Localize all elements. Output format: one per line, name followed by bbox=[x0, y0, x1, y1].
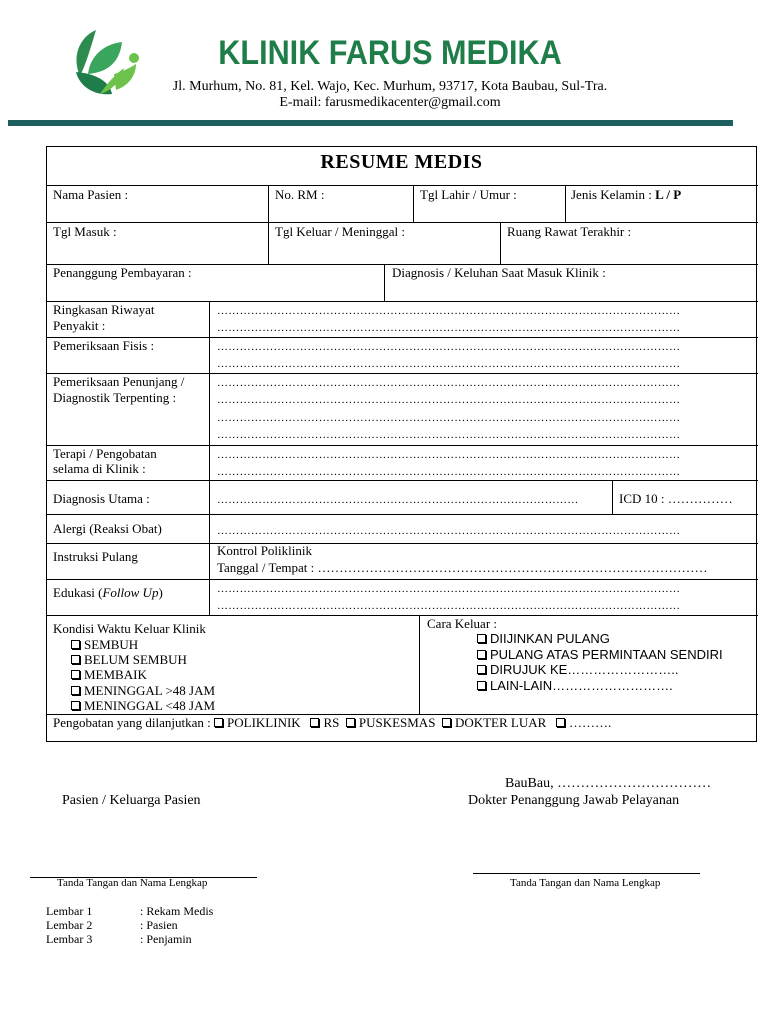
divider bbox=[47, 543, 758, 544]
ruang-rawat-label: Ruang Rawat Terakhir : bbox=[507, 224, 632, 239]
doctor-signature-caption: Tanda Tangan dan Nama Lengkap bbox=[510, 877, 661, 889]
checkbox-icon[interactable] bbox=[477, 634, 486, 643]
jenis-kelamin-label: Jenis Kelamin : L / P bbox=[571, 187, 682, 202]
pemeriksaan-fisis-dots: …………………………………………………………………………………………………………… bbox=[217, 341, 681, 353]
cara-keluar-option[interactable]: LAIN-LAIN………………………. bbox=[477, 678, 673, 693]
penunjang-label-1: Pemeriksaan Penunjang / bbox=[53, 374, 185, 389]
divider bbox=[47, 480, 758, 481]
nama-pasien-label: Nama Pasien : bbox=[53, 187, 129, 202]
kondisi-option[interactable]: MENINGGAL >48 JAM bbox=[71, 683, 215, 698]
lanjutan-option[interactable]: POLIKLINIK bbox=[214, 715, 301, 730]
patient-signature-title: Pasien / Keluarga Pasien bbox=[62, 793, 201, 808]
place-date: BauBau, …………………………… bbox=[505, 776, 712, 791]
divider bbox=[268, 222, 269, 264]
tgl-keluar-label: Tgl Keluar / Meninggal : bbox=[275, 224, 405, 239]
alergi-dots: …………………………………………………………………………………………………………… bbox=[217, 525, 681, 537]
divider bbox=[500, 222, 501, 264]
terapi-label-2: selama di Klinik : bbox=[53, 461, 146, 476]
divider bbox=[209, 301, 210, 615]
divider bbox=[384, 264, 385, 301]
penunjang-dots: …………………………………………………………………………………………………………… bbox=[217, 412, 681, 424]
penunjang-dots: …………………………………………………………………………………………………………… bbox=[217, 429, 681, 441]
pengobatan-lanjutan-row bbox=[53, 715, 611, 730]
tgl-masuk-label: Tgl Masuk : bbox=[53, 224, 117, 239]
doctor-signature-line bbox=[473, 873, 700, 874]
tgl-lahir-label: Tgl Lahir / Umur : bbox=[420, 187, 517, 202]
header-divider bbox=[8, 120, 733, 126]
divider bbox=[47, 615, 758, 616]
ringkasan-dots: …………………………………………………………………………………………………………… bbox=[217, 305, 681, 317]
cara-keluar-option[interactable]: DIRUJUK KE…………………….. bbox=[477, 662, 679, 677]
checkbox-icon[interactable] bbox=[477, 665, 486, 674]
edukasi-dots: …………………………………………………………………………………………………………… bbox=[217, 600, 681, 612]
ringkasan-label-1: Ringkasan Riwayat bbox=[53, 302, 155, 317]
lanjutan-option[interactable]: RS bbox=[310, 715, 339, 730]
clinic-address: Jl. Murhum, No. 81, Kel. Wajo, Kec. Murhum, 93717, Kota Baubau, Sul-Tra. bbox=[172, 79, 608, 94]
checkbox-icon[interactable] bbox=[346, 718, 355, 727]
divider bbox=[268, 185, 269, 222]
diagnosis-utama-label: Diagnosis Utama : bbox=[53, 491, 150, 506]
pengobatan-lanjutan-label: Pengobatan yang dilanjutkan : bbox=[53, 715, 211, 730]
checkbox-icon[interactable] bbox=[71, 701, 80, 710]
divider bbox=[413, 185, 414, 222]
checkbox-icon[interactable] bbox=[442, 718, 451, 727]
terapi-dots: …………………………………………………………………………………………………………… bbox=[217, 466, 681, 478]
kondisi-option[interactable]: BELUM SEMBUH bbox=[71, 652, 187, 667]
terapi-label-1: Terapi / Pengobatan bbox=[53, 446, 157, 461]
kondisi-option[interactable]: SEMBUH bbox=[71, 637, 138, 652]
checkbox-icon[interactable] bbox=[71, 686, 80, 695]
icd10-label: ICD 10 : …………… bbox=[619, 491, 733, 506]
lembar-value: : Pasien bbox=[140, 918, 178, 932]
edukasi-dots: …………………………………………………………………………………………………………… bbox=[217, 583, 681, 595]
penunjang-dots: …………………………………………………………………………………………………………… bbox=[217, 377, 681, 389]
no-rm-label: No. RM : bbox=[275, 187, 325, 202]
checkbox-icon[interactable] bbox=[71, 670, 80, 679]
jenis-kelamin-value: L / P bbox=[655, 187, 682, 202]
clinic-email: E-mail: farusmedikacenter@gmail.com bbox=[279, 95, 501, 110]
tanggal-tempat-label: Tanggal / Tempat : ……………………………………………………………………………… bbox=[217, 560, 708, 575]
divider bbox=[47, 514, 758, 515]
instruksi-pulang-label: Instruksi Pulang bbox=[53, 549, 138, 564]
cara-keluar-option[interactable]: DIIJINKAN PULANG bbox=[477, 631, 610, 646]
pemeriksaan-fisis-dots: …………………………………………………………………………………………………………… bbox=[217, 358, 681, 370]
checkbox-icon[interactable] bbox=[214, 718, 223, 727]
doctor-signature-title: Dokter Penanggung Jawab Pelayanan bbox=[468, 793, 680, 808]
patient-signature-caption: Tanda Tangan dan Nama Lengkap bbox=[57, 877, 208, 889]
pemeriksaan-fisis-label: Pemeriksaan Fisis : bbox=[53, 338, 155, 353]
terapi-dots: …………………………………………………………………………………………………………… bbox=[217, 449, 681, 461]
divider bbox=[47, 222, 758, 223]
kondisi-option[interactable]: MENINGGAL <48 JAM bbox=[71, 698, 215, 713]
ringkasan-label-2: Penyakit : bbox=[53, 318, 106, 333]
penanggung-pembayaran-label: Penanggung Pembayaran : bbox=[53, 265, 192, 280]
checkbox-icon[interactable] bbox=[71, 640, 80, 649]
divider bbox=[47, 579, 758, 580]
edukasi-label: Edukasi (Follow Up) bbox=[53, 585, 163, 600]
checkbox-icon[interactable] bbox=[310, 718, 319, 727]
kontrol-poliklinik-label: Kontrol Poliklinik bbox=[217, 543, 312, 558]
penunjang-dots: …………………………………………………………………………………………………………… bbox=[217, 394, 681, 406]
alergi-label: Alergi (Reaksi Obat) bbox=[53, 521, 162, 536]
cara-keluar-option[interactable]: PULANG ATAS PERMINTAAN SENDIRI bbox=[477, 647, 723, 662]
lembar-value: : Rekam Medis bbox=[140, 904, 214, 918]
lembar-name: Lembar 2 bbox=[46, 918, 93, 932]
checkbox-icon[interactable] bbox=[71, 655, 80, 664]
checkbox-icon[interactable] bbox=[477, 650, 486, 659]
cara-keluar-label: Cara Keluar : bbox=[427, 616, 498, 631]
lembar-name: Lembar 3 bbox=[46, 932, 93, 946]
kondisi-option[interactable]: MEMBAIK bbox=[71, 667, 147, 682]
divider bbox=[47, 185, 758, 186]
penunjang-label-2: Diagnostik Terpenting : bbox=[53, 390, 177, 405]
checkbox-icon[interactable] bbox=[556, 718, 565, 727]
lanjutan-option[interactable]: PUSKESMAS bbox=[346, 715, 436, 730]
kondisi-keluar-label: Kondisi Waktu Keluar Klinik bbox=[53, 621, 206, 636]
lanjutan-option[interactable]: DOKTER LUAR bbox=[442, 715, 546, 730]
divider bbox=[565, 185, 566, 222]
lembar-value: : Penjamin bbox=[140, 932, 192, 946]
checkbox-icon[interactable] bbox=[477, 681, 486, 690]
clinic-name: KLINIK FARUS MEDIKA bbox=[218, 34, 562, 72]
divider bbox=[612, 480, 613, 514]
form-title: RESUME MEDIS bbox=[320, 151, 483, 173]
lanjutan-option[interactable]: ………. bbox=[556, 715, 611, 730]
divider bbox=[419, 615, 420, 714]
resume-medis-form bbox=[46, 146, 757, 742]
lembar-name: Lembar 1 bbox=[46, 904, 93, 918]
diagnosis-utama-dots: …………………………………………………………………………………… bbox=[217, 494, 579, 506]
ringkasan-dots: …………………………………………………………………………………………………………… bbox=[217, 322, 681, 334]
diagnosis-masuk-label: Diagnosis / Keluhan Saat Masuk Klinik : bbox=[392, 265, 606, 280]
